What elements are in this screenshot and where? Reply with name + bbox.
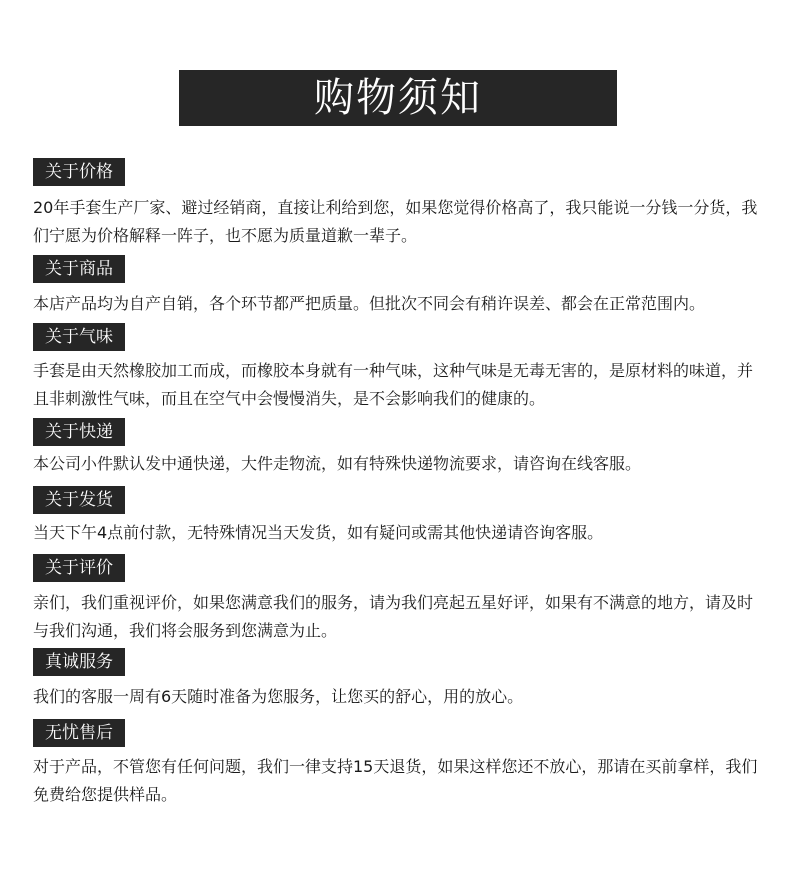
section-text-odor: 手套是由天然橡胶加工而成，而橡胶本身就有一种气味，这种气味是无毒无害的，是原材料的味道，并且非刺激性气味，而且在空气中会慢慢消失，是不会影响我们的健康的。 — [33, 361, 754, 408]
section-label-shipping: 关于发货 — [33, 486, 125, 514]
section-label-price: 关于价格 — [33, 158, 125, 186]
section-text-express: 本公司小件默认发中通快递，大件走物流，如有特殊快递物流要求，请咨询在线客服。 — [33, 454, 642, 473]
section-label-review: 关于评价 — [33, 554, 125, 582]
section-label-odor: 关于气味 — [33, 323, 125, 351]
section-label-service: 真诚服务 — [33, 648, 125, 676]
section-label-express: 关于快递 — [33, 418, 125, 446]
section-text-after-sales: 对于产品，不管您有任何问题，我们一律支持15天退货，如果这样您还不放心，那请在买前拿样，我们免费给您提供样品。 — [33, 757, 758, 804]
section-text-service: 我们的客服一周有6天随时准备为您服务，让您买的舒心，用的放心。 — [33, 687, 524, 706]
page-title: 购物须知 — [179, 70, 617, 126]
section-text-review: 亲们，我们重视评价，如果您满意我们的服务，请为我们亮起五星好评，如果有不满意的地方，请及时与我们沟通，我们将会服务到您满意为止。 — [33, 593, 754, 640]
section-text-shipping: 当天下午4点前付款，无特殊情况当天发货，如有疑问或需其他快递请咨询客服。 — [33, 523, 604, 542]
section-label-product: 关于商品 — [33, 255, 125, 283]
section-label-after-sales: 无忧售后 — [33, 719, 125, 747]
section-text-price: 20年手套生产厂家、避过经销商，直接让利给到您，如果您觉得价格高了，我只能说一分钱一分货，我们宁愿为价格解释一阵子，也不愿为质量道歉一辈子。 — [33, 198, 758, 245]
section-text-product: 本店产品均为自产自销，各个环节都严把质量。但批次不同会有稍许误差、都会在正常范围内。 — [33, 294, 706, 313]
